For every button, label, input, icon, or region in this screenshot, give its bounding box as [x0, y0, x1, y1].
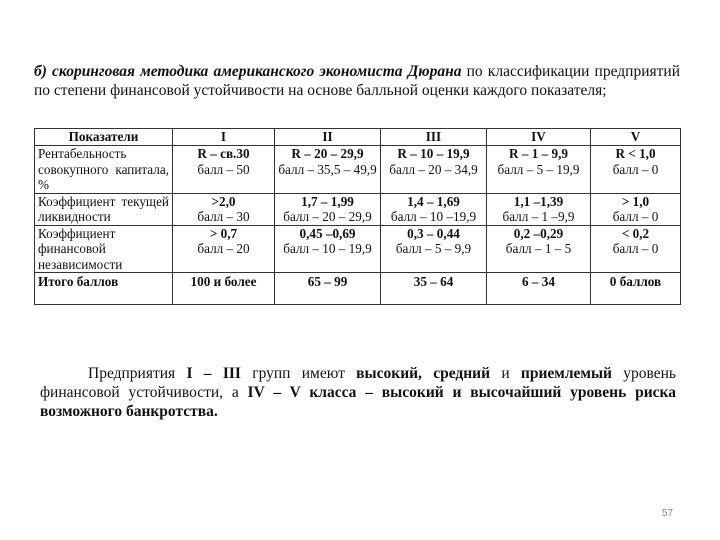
- table-row-current-liquidity: [35, 193, 681, 225]
- intro-paragraph: [34, 62, 680, 100]
- table-cell: [381, 225, 487, 273]
- table-cell: [487, 146, 591, 194]
- header-indicators: Показатели: [35, 129, 173, 146]
- cell-score: балл – 10 –19,9: [390, 209, 477, 224]
- header-class-2: II: [275, 129, 381, 146]
- table-cell: [173, 225, 275, 273]
- outro-text: и: [490, 365, 521, 382]
- cell-range: < 0,2: [621, 225, 650, 241]
- outro-bold: I – III: [186, 365, 241, 382]
- cell-score: балл – 0: [612, 209, 659, 224]
- header-class-5: V: [591, 129, 681, 146]
- table-row-total: [35, 273, 681, 305]
- cell-score: балл – 5 – 9,9: [395, 241, 472, 256]
- cell-score: балл – 50: [197, 161, 250, 177]
- cell-range: >2,0: [211, 193, 236, 209]
- table-cell: [173, 146, 275, 194]
- outro-text: Предприятия: [88, 365, 187, 382]
- header-class-1: I: [173, 129, 275, 146]
- outro-text: уровень финансовой устойчивости, а: [40, 365, 677, 401]
- cell-range: 1,7 – 1,99: [301, 193, 354, 209]
- row-label: Коэффициент финансовой независимости: [35, 225, 173, 273]
- cell-range: R < 1,0: [615, 146, 656, 161]
- table-cell: [487, 225, 591, 273]
- conclusion-paragraph: [40, 364, 676, 421]
- table-cell: [487, 193, 591, 225]
- cell-score: балл – 1 –9,9: [502, 209, 575, 224]
- total-cell: 65 – 99: [275, 273, 381, 305]
- cell-score: балл – 0: [612, 241, 659, 256]
- table-header-row: [35, 129, 681, 146]
- table-cell: [275, 146, 381, 194]
- header-class-3: III: [381, 129, 487, 146]
- total-cell: 0 баллов: [591, 273, 681, 305]
- durand-scoring-table: [34, 128, 681, 305]
- cell-range: R – 10 – 19,9: [397, 146, 470, 161]
- cell-score: балл – 35,5 – 49,9: [278, 161, 377, 177]
- total-cell: 100 и более: [173, 273, 275, 305]
- cell-score: балл – 5 – 19,9: [497, 161, 580, 177]
- row-label: Коэффициент текущей ликвидности: [35, 193, 173, 225]
- outro-text: групп имеют: [240, 365, 357, 382]
- cell-range: 0,2 –0,29: [513, 225, 564, 241]
- intro-rest: по классификации предприятий по степени финансовой устойчивости на основе балльной оценки каждого показателя;: [34, 63, 680, 99]
- total-label: Итого баллов: [35, 273, 173, 305]
- cell-score: балл – 0: [612, 161, 659, 177]
- table-cell: [381, 193, 487, 225]
- cell-range: R – 1 – 9,9: [509, 146, 568, 161]
- cell-range: R – св.30: [197, 146, 250, 161]
- cell-range: 0,45 –0,69: [299, 225, 356, 241]
- table-cell: [275, 225, 381, 273]
- table-cell: [381, 146, 487, 194]
- total-cell: 35 – 64: [381, 273, 487, 305]
- cell-score: балл – 10 – 19,9: [283, 241, 372, 256]
- cell-score: балл – 20 – 29,9: [283, 209, 372, 224]
- cell-range: R – 20 – 29,9: [291, 146, 364, 161]
- outro-bold: приемлемый: [520, 365, 612, 382]
- total-cell: 6 – 34: [487, 273, 591, 305]
- page-number: 57: [662, 508, 674, 519]
- header-class-4: IV: [487, 129, 591, 146]
- table-row-financial-independence: [35, 225, 681, 273]
- cell-range: 1,4 – 1,69: [407, 193, 460, 209]
- table-cell: [275, 193, 381, 225]
- row-label: Рентабельность совокупного капитала, %: [35, 146, 173, 194]
- cell-score: балл – 30: [197, 209, 250, 224]
- cell-score: балл – 20: [197, 241, 250, 256]
- outro-bold: высокий, средний: [356, 365, 491, 382]
- cell-range: > 0,7: [209, 225, 238, 241]
- cell-score: балл – 20 – 34,9: [389, 161, 478, 177]
- cell-score: балл – 1 – 5: [505, 241, 572, 256]
- table-cell: [591, 193, 681, 225]
- outro-bold: IV – V класса – высокий и высочайший уровень риска возможного банкротства.: [40, 384, 676, 420]
- table-cell: [173, 193, 275, 225]
- cell-range: > 1,0: [621, 193, 650, 209]
- cell-range: 1,1 –1,39: [513, 193, 564, 209]
- cell-range: 0,3 – 0,44: [407, 225, 460, 241]
- table-cell: [591, 225, 681, 273]
- table-row-profitability: [35, 146, 681, 194]
- intro-lead: б) скоринговая методика американского экономиста Дюрана: [34, 63, 462, 80]
- table-cell: [591, 146, 681, 194]
